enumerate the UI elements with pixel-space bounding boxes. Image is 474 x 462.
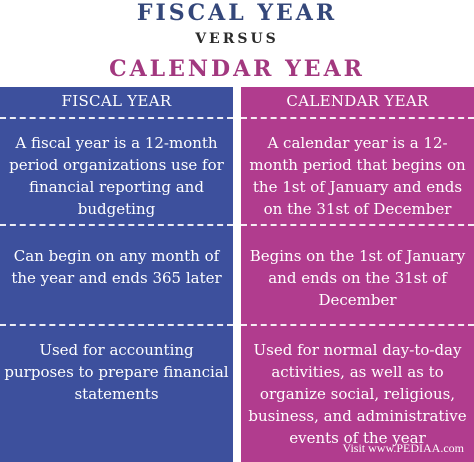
- page-title-calendar-year: CALENDAR YEAR: [109, 56, 365, 82]
- fiscal-year-definition: A fiscal year is a 12-month period organizations use for financial reporting and budgeting: [9, 134, 224, 218]
- calendar-year-definition: A calendar year is a 12-month period that begins on the 1st of January and ends on the 31st of December: [249, 134, 466, 218]
- divider: [0, 224, 233, 226]
- divider: [241, 117, 474, 119]
- calendar-year-column: [241, 87, 474, 462]
- fiscal-year-period: Can begin on any month of the year and ends 365 later: [11, 247, 222, 287]
- versus-label: VERSUS: [195, 31, 279, 47]
- fiscal-year-column-heading: FISCAL YEAR: [61, 92, 172, 110]
- divider: [241, 324, 474, 326]
- fiscal-year-usage: Used for accounting purposes to prepare financial statements: [4, 341, 229, 403]
- page-title-fiscal-year: FISCAL YEAR: [136, 0, 338, 26]
- calendar-year-usage: Used for normal day-to-day activities, as well as to organize social, religious, business, and administrative events of the year: [248, 341, 467, 447]
- calendar-year-column-heading: CALENDAR YEAR: [286, 92, 429, 110]
- divider: [241, 224, 474, 226]
- source-watermark: Visit www.PEDIAA.com: [342, 441, 464, 455]
- divider: [0, 324, 233, 326]
- fiscal-year-column: [0, 87, 233, 462]
- divider: [0, 117, 233, 119]
- calendar-year-period: Begins on the 1st of January and ends on the 31st of December: [249, 247, 466, 309]
